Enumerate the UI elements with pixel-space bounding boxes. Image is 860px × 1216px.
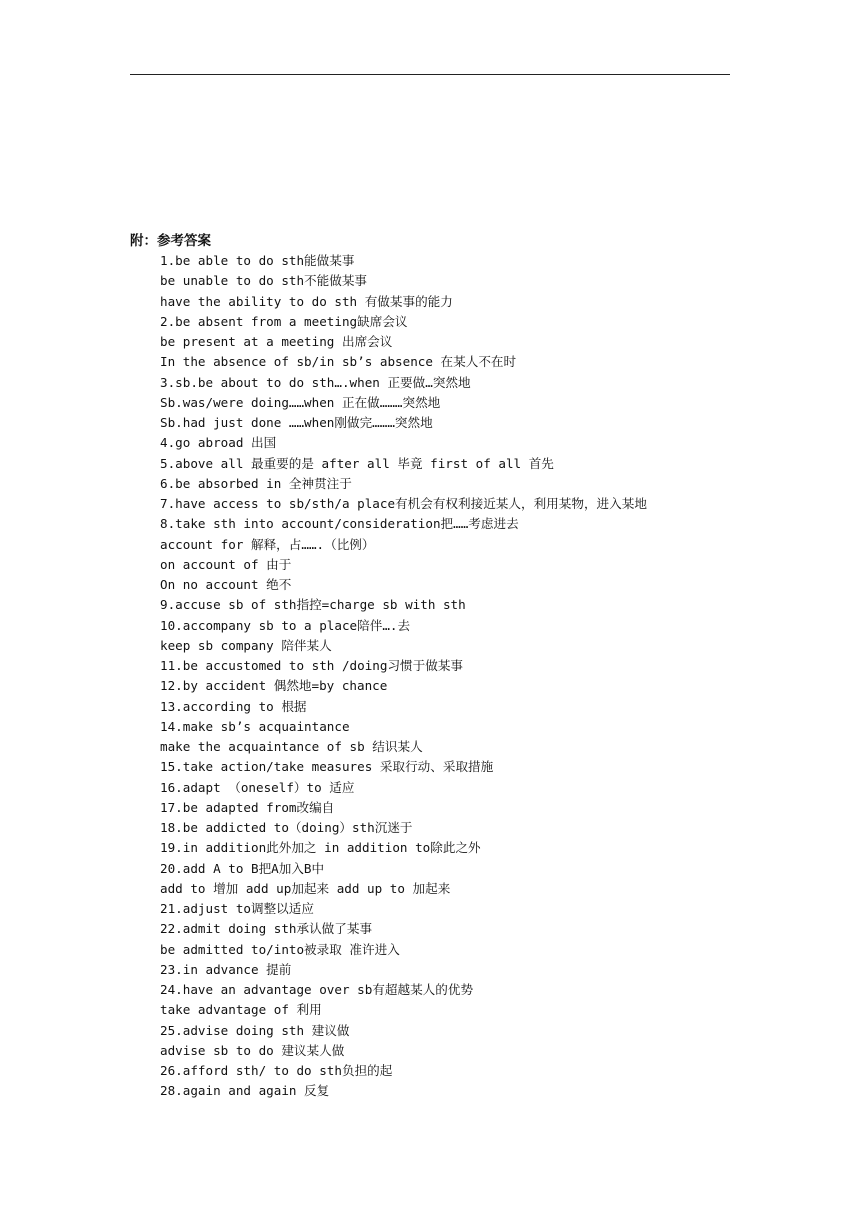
section-title: 附：参考答案 bbox=[130, 233, 211, 249]
answer-line: 18.be addicted to（doing）sth沉迷于 bbox=[160, 820, 413, 835]
answer-line: 21.adjust to调整以适应 bbox=[160, 901, 314, 916]
answer-line: 17.be adapted from改编自 bbox=[160, 799, 335, 815]
answer-line: 25.advise doing sth 建议做 bbox=[160, 1022, 350, 1038]
answer-line: have the ability to do sth 有做某事的能力 bbox=[160, 293, 453, 309]
answer-line: 24.have an advantage over sb有超越某人的优势 bbox=[160, 982, 474, 997]
answer-line: Sb.had just done ……when刚做完………突然地 bbox=[160, 415, 433, 430]
answer-line: 6.be absorbed in 全神贯注于 bbox=[160, 475, 352, 491]
answer-line: In the absence of sb/in sb’s absence 在某人不在时 bbox=[160, 354, 517, 370]
answer-line: 13.according to 根据 bbox=[160, 698, 307, 714]
answer-line: 10.accompany sb to a place陪伴….去 bbox=[160, 617, 411, 633]
answer-line: add to 增加 add up加起来 add up to 加起来 bbox=[160, 880, 451, 896]
answer-line: account for 解释，占…….（比例） bbox=[160, 536, 375, 552]
answer-line: 19.in addition此外加之 in addition to除此之外 bbox=[160, 840, 481, 856]
answer-line: 22.admit doing sth承认做了某事 bbox=[160, 921, 373, 937]
answer-line: 1.be able to do sth能做某事 bbox=[160, 253, 355, 268]
answer-line: 11.be accustomed to sth /doing习惯于做某事 bbox=[160, 658, 464, 673]
answer-line: 7.have access to sb/sth/a place有机会有权利接近某人，利用某物，进入某地 bbox=[160, 496, 647, 511]
answer-line: 12.by accident 偶然地=by chance bbox=[160, 678, 388, 694]
answer-line: 16.adapt （oneself）to 适应 bbox=[160, 779, 355, 795]
answer-line: advise sb to do 建议某人做 bbox=[160, 1042, 345, 1058]
answer-line: be unable to do sth不能做某事 bbox=[160, 273, 368, 289]
answer-line: 2.be absent from a meeting缺席会议 bbox=[160, 313, 408, 329]
answer-line: take advantage of 利用 bbox=[160, 1002, 322, 1018]
answer-line: 23.in advance 提前 bbox=[160, 961, 292, 977]
answer-line: 28.again and again 反复 bbox=[160, 1083, 330, 1099]
header-rule bbox=[130, 74, 730, 75]
answer-line: Sb.was/were doing……when 正在做………突然地 bbox=[160, 394, 441, 410]
answer-line: make the acquaintance of sb 结识某人 bbox=[160, 739, 423, 754]
answer-line: on account of 由于 bbox=[160, 556, 292, 572]
answer-list bbox=[160, 251, 647, 1102]
answer-line: 3.sb.be about to do sth….when 正要做…突然地 bbox=[160, 374, 471, 390]
answer-line: 4.go abroad 出国 bbox=[160, 435, 277, 451]
answer-line: 26.afford sth/ to do sth负担的起 bbox=[160, 1063, 393, 1078]
answer-line: 15.take action/take measures 采取行动、采取措施 bbox=[160, 759, 494, 775]
answer-line: 5.above all 最重要的是 after all 毕竟 first of all 首先 bbox=[160, 455, 554, 471]
answer-line: 8.take sth into account/consideration把……考虑进去 bbox=[160, 516, 519, 532]
answer-line: 14.make sb’s acquaintance bbox=[160, 718, 350, 734]
answer-line: keep sb company 陪伴某人 bbox=[160, 637, 332, 653]
answer-line: On no account 绝不 bbox=[160, 577, 292, 592]
answer-line: 9.accuse sb of sth指控=charge sb with sth bbox=[160, 597, 466, 613]
answer-line: be admitted to/into被录取 准许进入 bbox=[160, 941, 400, 957]
answer-line: be present at a meeting 出席会议 bbox=[160, 334, 393, 349]
answer-line: 20.add A to B把A加入B中 bbox=[160, 860, 325, 876]
